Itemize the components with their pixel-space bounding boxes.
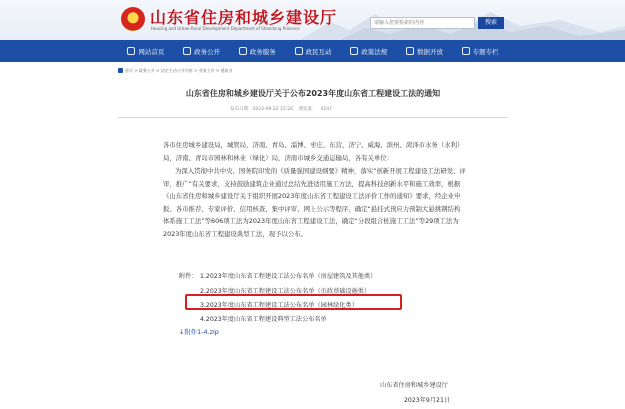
site-title[interactable]: 山东省住房和城乡建设厅: [150, 8, 338, 27]
search-input[interactable]: [370, 17, 475, 29]
nav-item-data-open[interactable]: 数据开放: [397, 40, 453, 62]
nav-item-topics[interactable]: 专题专栏: [452, 40, 508, 62]
views-count: 4247: [320, 107, 332, 112]
nav-item-gov-service[interactable]: 政务服务: [229, 40, 285, 62]
data-icon: [406, 47, 414, 55]
site-subtitle: Housing and Urban-Rural Development Department of Shandong Province: [151, 26, 300, 31]
signature-date: 2023年9月21日: [404, 397, 451, 404]
document-icon: [183, 47, 191, 55]
attachment-link-3[interactable]: 3.2023年度山东省工程建设工法公布名单（园林绿化类）: [200, 302, 358, 309]
publish-date: 发布日期：2023-09-22 15:24: [230, 107, 294, 112]
site-header: [0, 0, 625, 40]
article-meta: [230, 106, 336, 112]
emblem-icon[interactable]: [121, 7, 145, 31]
topic-icon: [462, 47, 470, 55]
views-label: 浏览量：: [298, 107, 317, 112]
recipients-paragraph: 各市住房城乡建设局，城管局，济南、青岛、淄博、枣庄、东营、济宁、威海、滨州、菏泽市水务（水利）局，济南、青岛市园林和林业（绿化）局，济南市城乡交通运输局，各有关单位：: [163, 141, 464, 162]
attachment-link-4[interactable]: 4.2023年度山东省工程建设典型工法公布名单: [200, 316, 327, 323]
attachment-link-2[interactable]: 2.2023年度山东省工程建设工法公布名单（市政基础设施类）: [200, 288, 371, 295]
title-divider: [118, 117, 508, 118]
home-icon: [127, 47, 135, 55]
service-icon: [239, 47, 247, 55]
nav-item-gov-open[interactable]: 政务公开: [174, 40, 230, 62]
signature-org: 山东省住房和城乡建设厅: [380, 382, 449, 389]
nav-item-policy[interactable]: 政策法规: [341, 40, 397, 62]
location-icon: [118, 68, 123, 73]
body-paragraph: 为深入贯彻中共中央、国务院印发的《质量强国建设纲要》精神，落实“创新开展工程建设工法研发、评审、推广”有关要求，支持鼓励建筑企业通过总结先进适用施工方法，提高科技创新水平和施工效率，根据《山东省住房和城乡建设厅关于组织开展2023年度山东省工程建设工法评价工作的通知》要求，经企业申报、各市推荐、专家评价、信用核查、集中评审、网上公示等程序，确定“悬挂式预应力预制大悬挑钢结构体系施工工法”等606项工法为2023年度山东省工程建设工法，确定“分段组合桩施工工法”等29项工法为2023年度山东省工程建设典型工法，现予以公布。: [163, 167, 466, 238]
page-title: 山东省住房和城乡建设厅关于公布2023年度山东省工程建设工法的通知: [185, 89, 441, 98]
law-icon: [350, 47, 358, 55]
nav-item-interaction[interactable]: 政民互动: [285, 40, 341, 62]
search-button[interactable]: 搜索: [478, 17, 504, 29]
main-nav: [0, 40, 625, 62]
download-zip-link[interactable]: ↓附件1-4.zip: [179, 328, 219, 336]
nav-item-home[interactable]: 网站首页: [118, 40, 174, 62]
breadcrumb[interactable]: 首页 > 政务公开 > 法定主动公开内容 > 业务工作 > 建筑业: [118, 68, 233, 74]
attachment-link-1[interactable]: 1.2023年度山东省工程建设工法公布名单（房屋建筑及其他类）: [200, 273, 377, 280]
chat-icon: [295, 47, 303, 55]
attachments-label: 附件：: [179, 273, 198, 280]
